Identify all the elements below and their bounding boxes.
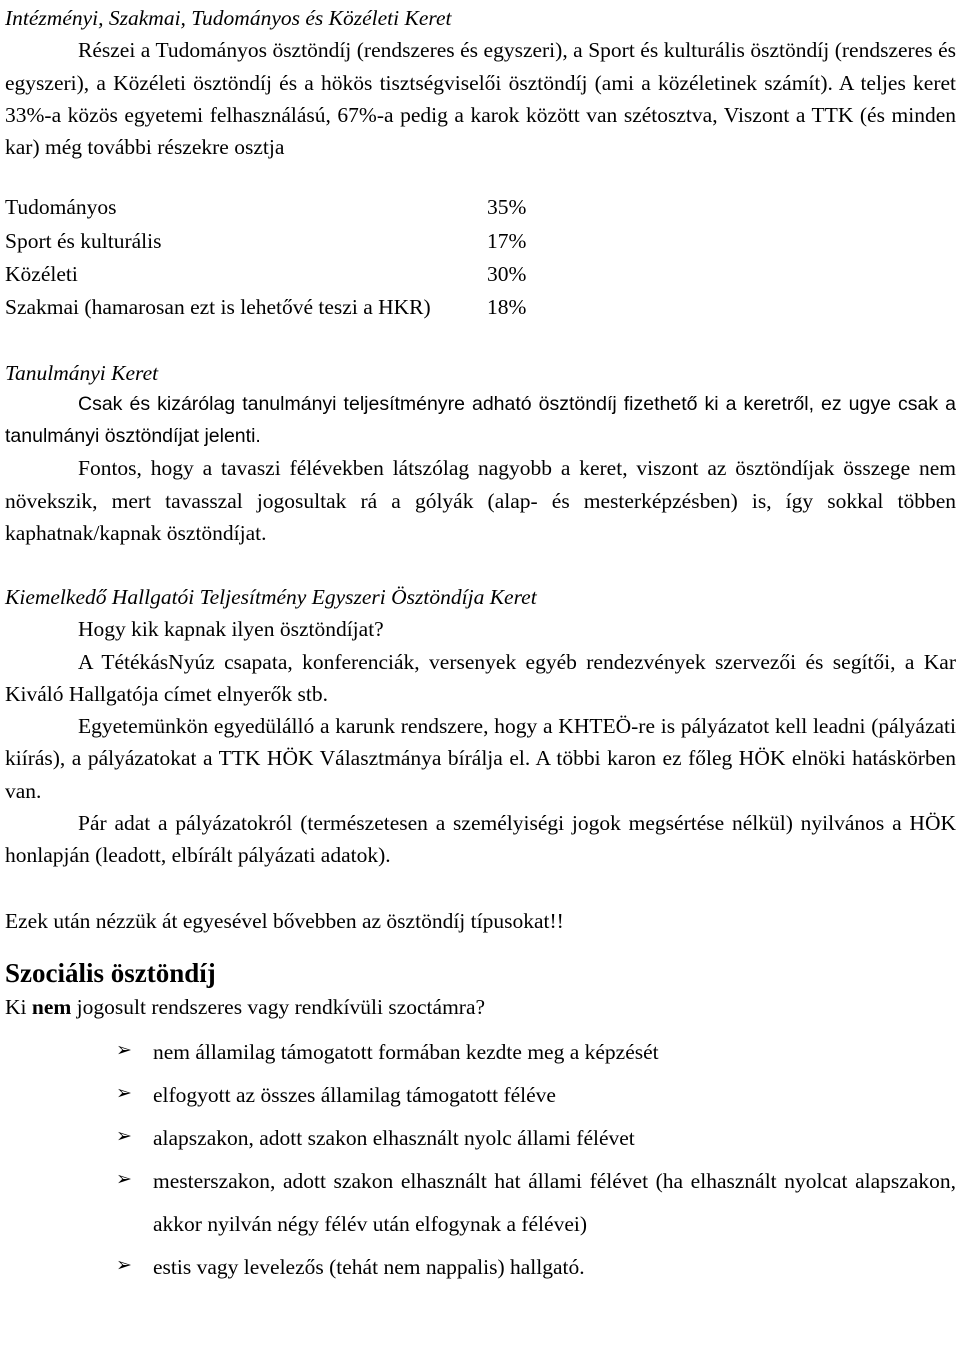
closing-sentence: Ezek után nézzük át egyesével bővebben az ösztöndíj típusokat!! <box>5 909 564 934</box>
allocation-label: Tudományos <box>5 195 117 220</box>
social-heading: Szociális ösztöndíj <box>5 957 216 988</box>
list-item: ➢ mesterszakon, adott szakon elhasznált hat állami félévet (ha elhasznált nyolcat alapszakon, akkor nyilván négy félév után elfogynak a félévei) <box>5 1160 956 1246</box>
arrow-bullet-icon: ➢ <box>116 1167 132 1190</box>
outstanding-paragraph: Egyetemünkön egyedülálló a karunk rendszere, hogy a KHTEÖ-re is pályázatot kell leadni (pályázati kiírás), a pályázatokat a TTK HÖK Választmánya bírálja el. A többi karon ez főleg HÖK elnöki hatáskörben van. <box>5 714 956 803</box>
arrow-bullet-icon: ➢ <box>116 1124 132 1147</box>
emphasis-nem: nem <box>31 994 72 1019</box>
framework-heading: Intézményi, Szakmai, Tudományos és Közéleti Keret <box>5 6 452 30</box>
outstanding-paragraph: Pár adat a pályázatokról (természetesen a személyiségi jogok megsértése nélkül) nyilvános a HÖK honlapján (leadott, elbírált pályázati adatok). <box>5 810 956 868</box>
arrow-bullet-icon: ➢ <box>116 1253 132 1276</box>
study-paragraph: Csak és kizárólag tanulmányi teljesítményre adható ösztöndíj fizethető ki a keretről, ez ugye csak a tanulmányi ösztöndíjat jelenti. <box>5 392 956 447</box>
study-paragraph: Fontos, hogy a tavaszi félévekben látszólag nagyobb a keret, viszont az ösztöndíjak összege nem növekszik, mert tavasszal jogosultak rá a gólyák (alap- és mesterképzésben) is, így sokkal többen kaphatnak/kapnak ösztöndíjat. <box>5 456 956 545</box>
social-question: Ki nem jogosult rendszeres vagy rendkívüli szoctámra? <box>5 994 486 1019</box>
list-item: ➢ estis vagy levelezős (tehát nem nappalis) hallgató. <box>5 1246 956 1289</box>
outstanding-question: Hogy kik kapnak ilyen ösztöndíjat? <box>78 617 384 642</box>
allocation-label: Szakmai (hamarosan ezt is lehetővé teszi a HKR) <box>5 295 431 320</box>
allocation-label: Sport és kulturális <box>5 228 162 253</box>
allocation-value: 35% <box>487 195 527 220</box>
study-heading: Tanulmányi Keret <box>5 360 159 385</box>
arrow-bullet-icon: ➢ <box>116 1038 132 1061</box>
framework-paragraph: Részei a Tudományos ösztöndíj (rendszeres és egyszeri), a Sport és kulturális ösztöndíj (rendszeres és egyszeri), a Közéleti ösztöndíj és a hökös tisztségviselői ösztöndíj (ami a közéletinek számít). A teljes keret 33%-a közös egyetemi felhasználású, 67%-a pedig a karok között van szétosztva, Viszont a TTK (és minden kar) még további részekre osztja <box>5 38 956 159</box>
allocation-label: Közéleti <box>5 261 78 286</box>
allocation-table <box>5 191 956 324</box>
list-item: ➢ elfogyott az összes államilag támogatott féléve <box>5 1074 956 1117</box>
allocation-value: 30% <box>487 261 527 286</box>
arrow-bullet-icon: ➢ <box>116 1081 132 1104</box>
allocation-value: 17% <box>487 228 527 253</box>
list-item: ➢ nem államilag támogatott formában kezdte meg a képzését <box>5 1031 956 1074</box>
allocation-value: 18% <box>487 295 527 320</box>
outstanding-paragraph: A TétékásNyúz csapata, konferenciák, versenyek egyéb rendezvények szervezői és segítői, a Kar Kiváló Hallgatója címet elnyerők stb. <box>5 649 956 706</box>
list-item: ➢ alapszakon, adott szakon elhasznált nyolc állami félévet <box>5 1117 956 1160</box>
outstanding-heading: Kiemelkedő Hallgatói Teljesítmény Egyszeri Ösztöndíja Keret <box>5 585 537 610</box>
social-criteria-list <box>5 1031 956 1289</box>
